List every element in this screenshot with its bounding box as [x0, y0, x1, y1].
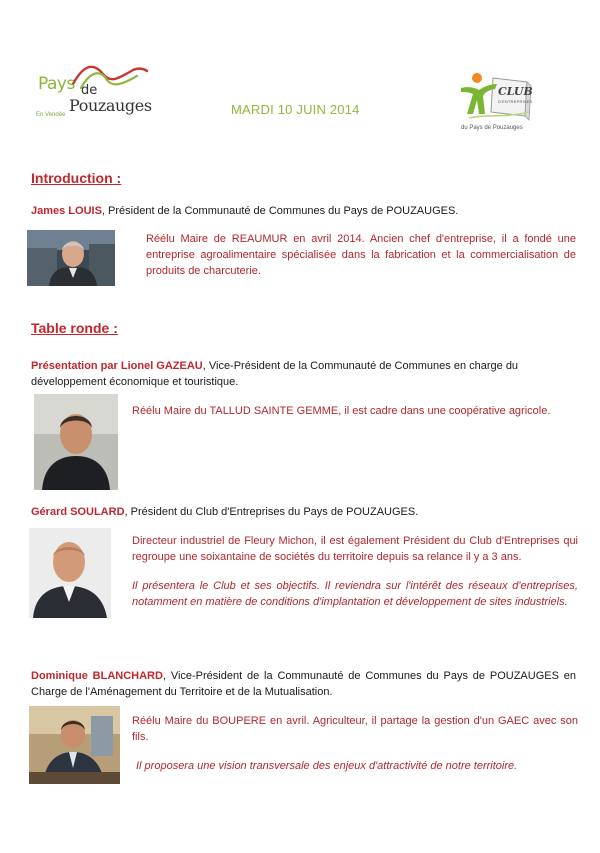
intro-speaker-name: James LOUIS — [31, 205, 102, 217]
james-louis-photo — [27, 230, 115, 286]
event-date: MARDI 10 JUIN 2014 — [231, 102, 360, 117]
logo-word-pouzauges: Pouzauges — [69, 96, 152, 115]
gerard-soulard-photo — [29, 528, 111, 618]
speaker-note-blanchard: Il proposera une vision transversale des enjeux d'attractivité de notre territoire. — [136, 760, 518, 772]
speaker-line-blanchard — [31, 668, 576, 700]
intro-heading: Introduction : — [31, 170, 122, 186]
club-entreprises-logo — [455, 68, 537, 138]
speaker-name-blanchard: Dominique BLANCHARD — [31, 670, 163, 682]
speaker-bio-blanchard: Réélu Maire du BOUPERE en avril. Agriculteur, il partage la gestion d'un GAEC avec son fils. — [132, 715, 578, 743]
speaker-note-soulard: Il présentera le Club et ses objectifs. Il reviendra sur l'intérêt des réseaux d'entreprises, notamment en matière de conditions d'implantation et développement de sites industriels. — [132, 580, 578, 608]
club-sublabel: D'ENTREPRISES — [498, 99, 533, 104]
logo-tagline: En Vendée — [36, 112, 66, 118]
speaker-name-soulard: Gérard SOULARD — [31, 506, 125, 518]
table-ronde-heading: Table ronde : — [31, 320, 118, 336]
logo-word-pays: Pays — [38, 74, 75, 94]
speaker-name-gazeau: Présentation par Lionel GAZEAU — [31, 360, 203, 372]
intro-bio: Réélu Maire de REAUMUR en avril 2014. Ancien chef d'entreprise, il a fondé une entreprise agroalimentaire spécialisée dans la fabrication et la commercialisation de produits de charcuterie. — [146, 233, 576, 277]
speaker-role-soulard: , Président du Club d'Entreprises du Pays de POUZAUGES. — [124, 506, 419, 518]
speaker-bio-soulard: Directeur industriel de Fleury Michon, il est également Président du Club d'Entreprises qui regroupe une soixantaine de sociétés du territoire depuis sa relance il y a 3 ans. — [132, 535, 578, 563]
club-caption: du Pays de Pouzauges — [461, 125, 523, 131]
dominique-blanchard-photo — [29, 706, 120, 784]
intro-speaker-role: , Président de la Communauté de Communes du Pays de POUZAUGES. — [101, 205, 459, 217]
club-label: CLUB — [498, 85, 533, 98]
intro-speaker-line — [31, 203, 571, 219]
pays-de-pouzauges-logo — [33, 62, 151, 124]
speaker-role-gazeau: , Vice-Président de la Communauté de Communes en charge du développement économique et touristique. — [31, 360, 519, 388]
speaker-role-blanchard: , Vice-Président de la Communauté de Communes du Pays de POUZAUGES en Charge de l'Aménagement du Territoire et de la Mutualisation. — [31, 670, 576, 698]
lionel-gazeau-photo — [34, 394, 118, 490]
speaker-line-gazeau — [31, 358, 576, 390]
logo-word-de: de — [81, 83, 98, 98]
speaker-bio-gazeau: Réélu Maire du TALLUD SAINTE GEMME, il est cadre dans une coopérative agricole. — [132, 405, 551, 417]
speaker-line-soulard — [31, 504, 576, 520]
